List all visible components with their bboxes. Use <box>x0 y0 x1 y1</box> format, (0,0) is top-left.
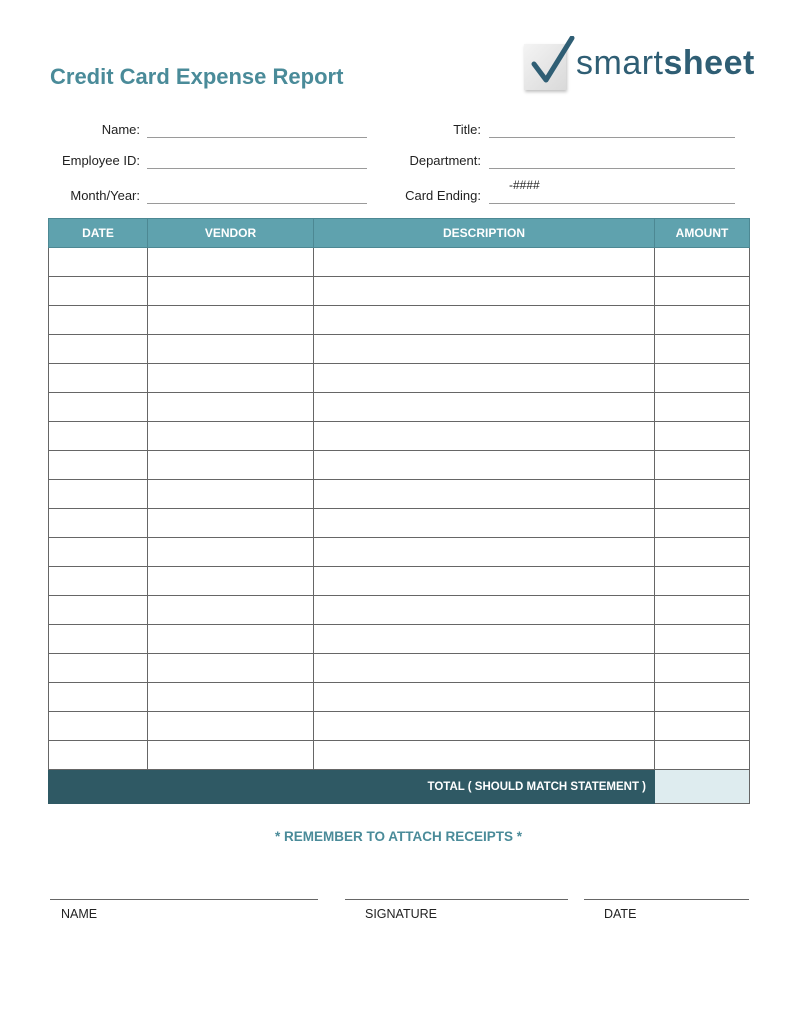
month-year-label: Month/Year: <box>70 188 140 203</box>
logo-text-smart: smart <box>576 44 664 82</box>
description-cell[interactable] <box>314 393 655 422</box>
vendor-cell[interactable] <box>148 538 314 567</box>
signature-label: SIGNATURE <box>365 907 437 921</box>
amount-cell[interactable] <box>655 335 750 364</box>
date-cell[interactable] <box>49 625 148 654</box>
logo-text <box>576 44 755 83</box>
amount-cell[interactable] <box>655 596 750 625</box>
vendor-cell[interactable] <box>148 248 314 277</box>
amount-cell[interactable] <box>655 712 750 741</box>
date-cell[interactable] <box>49 741 148 770</box>
total-label: TOTAL ( SHOULD MATCH STATEMENT ) <box>49 770 655 804</box>
vendor-cell[interactable] <box>148 335 314 364</box>
column-header-description: DESCRIPTION <box>314 219 655 248</box>
date-cell[interactable] <box>49 364 148 393</box>
vendor-cell[interactable] <box>148 364 314 393</box>
vendor-cell[interactable] <box>148 741 314 770</box>
date-cell[interactable] <box>49 277 148 306</box>
description-cell[interactable] <box>314 306 655 335</box>
amount-cell[interactable] <box>655 480 750 509</box>
description-cell[interactable] <box>314 538 655 567</box>
card-ending-field[interactable] <box>489 203 735 204</box>
vendor-cell[interactable] <box>148 393 314 422</box>
table-row <box>49 422 750 451</box>
signature-date-label: DATE <box>604 907 637 921</box>
date-cell[interactable] <box>49 538 148 567</box>
table-row <box>49 596 750 625</box>
month-year-field[interactable] <box>147 203 367 204</box>
table-row <box>49 625 750 654</box>
department-label: Department: <box>409 153 481 168</box>
vendor-cell[interactable] <box>148 451 314 480</box>
table-row <box>49 741 750 770</box>
amount-cell[interactable] <box>655 625 750 654</box>
employee-id-field[interactable] <box>147 168 367 169</box>
amount-cell[interactable] <box>655 654 750 683</box>
table-header-row <box>49 219 750 248</box>
column-header-date: DATE <box>49 219 148 248</box>
name-field[interactable] <box>147 137 367 138</box>
description-cell[interactable] <box>314 741 655 770</box>
vendor-cell[interactable] <box>148 654 314 683</box>
vendor-cell[interactable] <box>148 306 314 335</box>
date-cell[interactable] <box>49 596 148 625</box>
description-cell[interactable] <box>314 683 655 712</box>
table-row <box>49 480 750 509</box>
employee-id-label: Employee ID: <box>61 153 140 168</box>
table-row <box>49 712 750 741</box>
vendor-cell[interactable] <box>148 480 314 509</box>
date-cell[interactable] <box>49 480 148 509</box>
title-label: Title: <box>453 122 481 137</box>
table-row <box>49 509 750 538</box>
vendor-cell[interactable] <box>148 596 314 625</box>
description-cell[interactable] <box>314 364 655 393</box>
date-cell[interactable] <box>49 509 148 538</box>
name-label: Name: <box>101 122 140 137</box>
expense-table <box>48 218 750 804</box>
date-cell[interactable] <box>49 422 148 451</box>
amount-cell[interactable] <box>655 248 750 277</box>
card-ending-label: Card Ending: <box>405 188 481 203</box>
vendor-cell[interactable] <box>148 277 314 306</box>
date-cell[interactable] <box>49 712 148 741</box>
title-field[interactable] <box>489 137 735 138</box>
description-cell[interactable] <box>314 480 655 509</box>
column-header-amount: AMOUNT <box>655 219 750 248</box>
table-row <box>49 277 750 306</box>
description-cell[interactable] <box>314 712 655 741</box>
date-signature-line[interactable] <box>584 899 749 900</box>
date-cell[interactable] <box>49 567 148 596</box>
amount-cell[interactable] <box>655 422 750 451</box>
card-ending-value: -#### <box>509 178 540 192</box>
vendor-cell[interactable] <box>148 509 314 538</box>
table-row <box>49 683 750 712</box>
date-cell[interactable] <box>49 654 148 683</box>
signature-line[interactable] <box>345 899 568 900</box>
amount-cell[interactable] <box>655 364 750 393</box>
date-cell[interactable] <box>49 306 148 335</box>
table-row <box>49 393 750 422</box>
table-row <box>49 567 750 596</box>
description-cell[interactable] <box>314 335 655 364</box>
logo-text-sheet: sheet <box>663 44 755 82</box>
total-amount-cell[interactable] <box>655 770 750 804</box>
description-cell[interactable] <box>314 625 655 654</box>
description-cell[interactable] <box>314 596 655 625</box>
date-cell[interactable] <box>49 393 148 422</box>
vendor-cell[interactable] <box>148 683 314 712</box>
name-signature-line[interactable] <box>50 899 318 900</box>
department-field[interactable] <box>489 168 735 169</box>
description-cell[interactable] <box>314 248 655 277</box>
description-cell[interactable] <box>314 422 655 451</box>
total-row <box>49 770 750 804</box>
table-row <box>49 654 750 683</box>
table-row <box>49 451 750 480</box>
column-header-vendor: VENDOR <box>148 219 314 248</box>
vendor-cell[interactable] <box>148 567 314 596</box>
vendor-cell[interactable] <box>148 625 314 654</box>
description-cell[interactable] <box>314 509 655 538</box>
date-cell[interactable] <box>49 683 148 712</box>
table-row <box>49 335 750 364</box>
description-cell[interactable] <box>314 567 655 596</box>
amount-cell[interactable] <box>655 509 750 538</box>
amount-cell[interactable] <box>655 306 750 335</box>
amount-cell[interactable] <box>655 538 750 567</box>
table-row <box>49 538 750 567</box>
vendor-cell[interactable] <box>148 422 314 451</box>
amount-cell[interactable] <box>655 741 750 770</box>
table-row <box>49 248 750 277</box>
checkmark-icon <box>528 36 576 88</box>
amount-cell[interactable] <box>655 683 750 712</box>
date-cell[interactable] <box>49 451 148 480</box>
description-cell[interactable] <box>314 451 655 480</box>
table-row <box>49 364 750 393</box>
amount-cell[interactable] <box>655 567 750 596</box>
amount-cell[interactable] <box>655 451 750 480</box>
table-row <box>49 306 750 335</box>
date-cell[interactable] <box>49 335 148 364</box>
date-cell[interactable] <box>49 248 148 277</box>
vendor-cell[interactable] <box>148 712 314 741</box>
description-cell[interactable] <box>314 277 655 306</box>
smartsheet-logo <box>524 40 774 96</box>
amount-cell[interactable] <box>655 277 750 306</box>
amount-cell[interactable] <box>655 393 750 422</box>
page-title: Credit Card Expense Report <box>50 64 344 89</box>
description-cell[interactable] <box>314 654 655 683</box>
attach-receipts-reminder: * REMEMBER TO ATTACH RECEIPTS * <box>274 829 522 844</box>
signature-name-label: NAME <box>61 907 98 921</box>
